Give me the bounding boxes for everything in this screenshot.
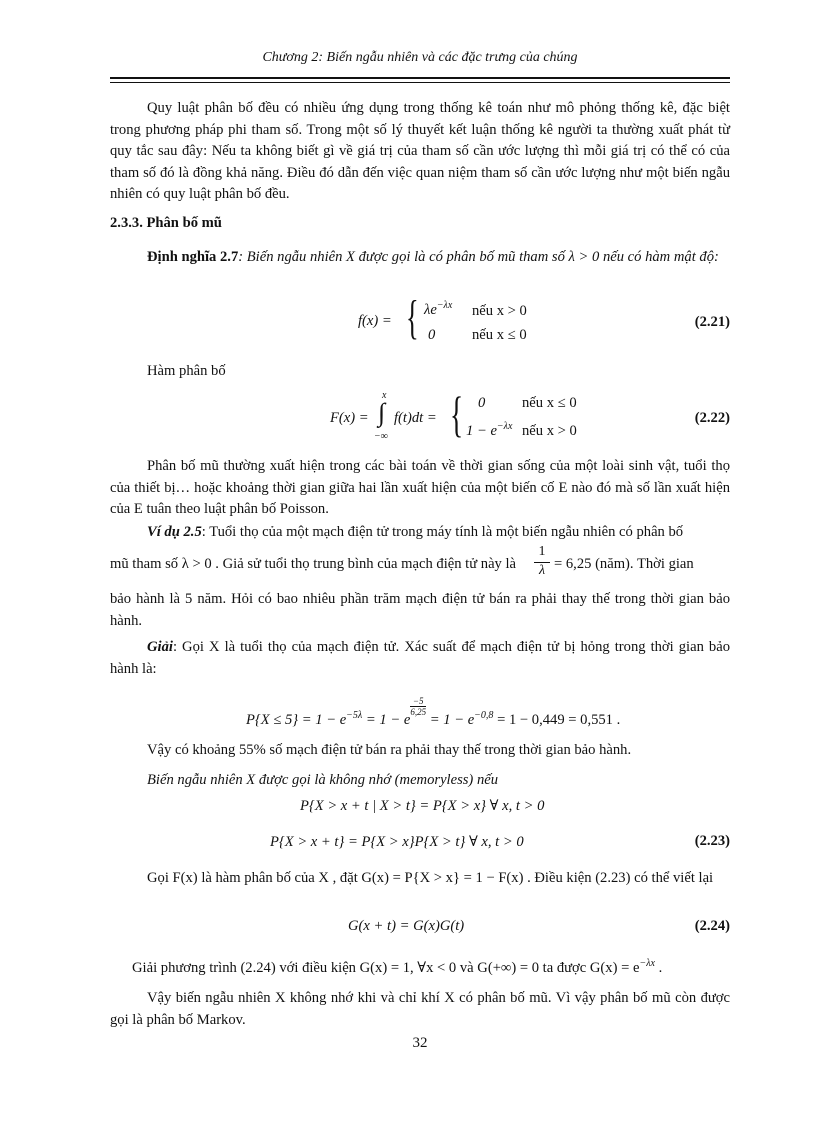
equation-2-21 — [110, 291, 730, 350]
integral-sign: ∫ — [378, 398, 386, 427]
running-header: Chương 2: Biến ngẫu nhiên và các đặc trưng của chúng — [262, 50, 578, 65]
eq21-case2-expr: 0 — [428, 327, 436, 343]
example-text-1: : Tuổi thọ của một mạch điện tử trong máy tính là một biến ngẫu nhiên có phân bố — [201, 524, 684, 540]
conclusion: Vậy có khoảng 55% số mạch điện tử bán ra phải thay thế trong thời gian bảo hành. — [147, 742, 632, 758]
sol-eq-exp2-num: −5 — [410, 696, 426, 707]
eq21-lhs: f(x) = — [358, 313, 392, 329]
sol-eq-left: P{X ≤ 5} = 1 − e — [246, 712, 347, 728]
example-text-2a: mũ tham số λ > 0 . Giả sử tuổi thọ trung bình của mạch điện tử này là — [110, 556, 517, 572]
sol-eq-exp1: −5λ — [346, 710, 363, 722]
sol-eq-right: = 1 − 0,449 = 0,551 . — [497, 712, 621, 728]
solve-line-exp: −λx — [639, 958, 655, 969]
example-line-2 — [110, 544, 730, 580]
definition-label: Định nghĩa 2.7 — [147, 249, 239, 265]
solution-text: : Gọi X là tuổi thọ của mạch điện tử. Xác suất để mạch điện tử bị hỏng trong thời gian bảo hành là: — [110, 639, 730, 677]
eq22-integral-lower: −∞ — [374, 431, 388, 442]
eq22-integral-upper: x — [382, 390, 387, 401]
header-rule-thick — [110, 77, 730, 79]
eq22-case2-exp: −λx — [496, 421, 513, 432]
example-label: Ví dụ 2.5 — [147, 524, 202, 540]
eq22-case1-cond: nếu x ≤ 0 — [522, 395, 577, 411]
solve-line — [132, 958, 662, 977]
cdf-label: Hàm phân bố — [147, 363, 226, 379]
example-text-2b: = 6,25 (năm). Thời gian — [554, 556, 694, 572]
example-line-1 — [110, 522, 730, 544]
eq22-number: (2.22) — [694, 410, 730, 426]
intro-paragraph: Quy luật phân bố đều có nhiều ứng dụng trong thống kê toán như mô phỏng thống kê, đặc biệt trong phương pháp phi tham số. Trong một số lý thuyết kết luận thống kê người ta thường xuất phát từ quy tắc sau đây: Nếu ta không biết gì về giá trị của tham số cần ước lượng thì mỗi giá trị có thể có của tham số đó là đồng khả năng. Điều đó dẫn đến việc quan niệm tham số cần ước lượng như một biến ngẫu nhiên có quy luật phân bố đều. — [110, 100, 730, 202]
definition-text: : Biến ngẫu nhiên X được gọi là có phân bố mũ tham số λ > 0 nếu có hàm mật độ: — [238, 249, 719, 265]
solve-line-end: . — [658, 959, 663, 976]
eq21-case1-exp: −λx — [436, 300, 453, 311]
eq21-case1-cond: nếu x > 0 — [472, 303, 527, 319]
eq24-text: G(x + t) = G(x)G(t) — [348, 918, 465, 934]
eq22-case2-expr: 1 − e — [466, 422, 497, 439]
solution-equation — [246, 696, 620, 729]
eq22-case1-expr: 0 — [478, 395, 486, 411]
eq22-integrand: f(t)dt = — [394, 410, 437, 426]
sol-eq-exp3: −0,8 — [474, 710, 494, 722]
final-paragraph: Vậy biến ngẫu nhiên X không nhớ khi và chỉ khí X có phân bố mũ. Vì vậy phân bố mũ còn được gọi là phân bố Markov. — [110, 990, 730, 1028]
sol-eq-mid2: = 1 − e — [429, 712, 475, 728]
example-line-3: bảo hành là 5 năm. Hỏi có bao nhiêu phần trăm mạch điện tử bán ra phải thay thế trong thời gian bảo hành. — [110, 591, 730, 629]
solve-line-text: Giải phương trình (2.24) với điều kiện G(x) = 1, ∀x < 0 và G(+∞) = 0 ta được G(x) = e — [132, 959, 640, 976]
eq21-case1-expr: λe — [424, 301, 437, 318]
solution-paragraph — [110, 637, 730, 680]
eq22-case2-cond: nếu x > 0 — [522, 423, 577, 439]
eq21-case2-cond: nếu x ≤ 0 — [472, 327, 527, 343]
definition-paragraph — [110, 247, 730, 269]
define-G-paragraph: Gọi F(x) là hàm phân bố của X , đặt G(x) = P{X > x} = 1 − F(x) . Điều kiện (2.23) có thể viết lại — [147, 870, 714, 886]
equation-2-22 — [110, 386, 730, 450]
fraction-denominator: λ — [538, 563, 546, 578]
solution-label: Giải — [147, 639, 173, 655]
memoryless-intro: Biến ngẫu nhiên X được gọi là không nhớ (memoryless) nếu — [147, 772, 499, 788]
page-number: 32 — [412, 1035, 428, 1051]
eq21-number: (2.21) — [694, 314, 730, 330]
section-heading: 2.3.3. Phân bố mũ — [110, 215, 222, 231]
sol-eq-exp2-den: 6,25 — [410, 707, 427, 717]
eq24-number: (2.24) — [694, 918, 730, 934]
application-paragraph: Phân bố mũ thường xuất hiện trong các bài toán về thời gian sống của một loài sinh vật, tuổi thọ của thiết bị… hoặc khoảng thời gian giữa hai lần xuất hiện của một biến cố E nào đó mà số lần xuất hiện của E tuân theo luật phân bố Poisson. — [110, 458, 730, 517]
eq22-brace: { — [450, 386, 464, 442]
equation-memoryless: P{X > x + t | X > t} = P{X > x} ∀ x, t > 0 — [300, 798, 545, 814]
eq21-brace: { — [406, 291, 419, 344]
fraction-numerator: 1 — [538, 544, 546, 559]
equation-2-24 — [110, 918, 730, 942]
header-rule-thin — [110, 82, 730, 83]
equation-2-23 — [110, 833, 730, 857]
eq23-number: (2.23) — [694, 833, 730, 849]
eq23-text: P{X > x + t} = P{X > x}P{X > t} ∀ x, t > 0 — [270, 834, 524, 850]
sol-eq-mid1: = 1 − e — [365, 712, 411, 728]
eq22-lhs: F(x) = — [330, 410, 369, 426]
